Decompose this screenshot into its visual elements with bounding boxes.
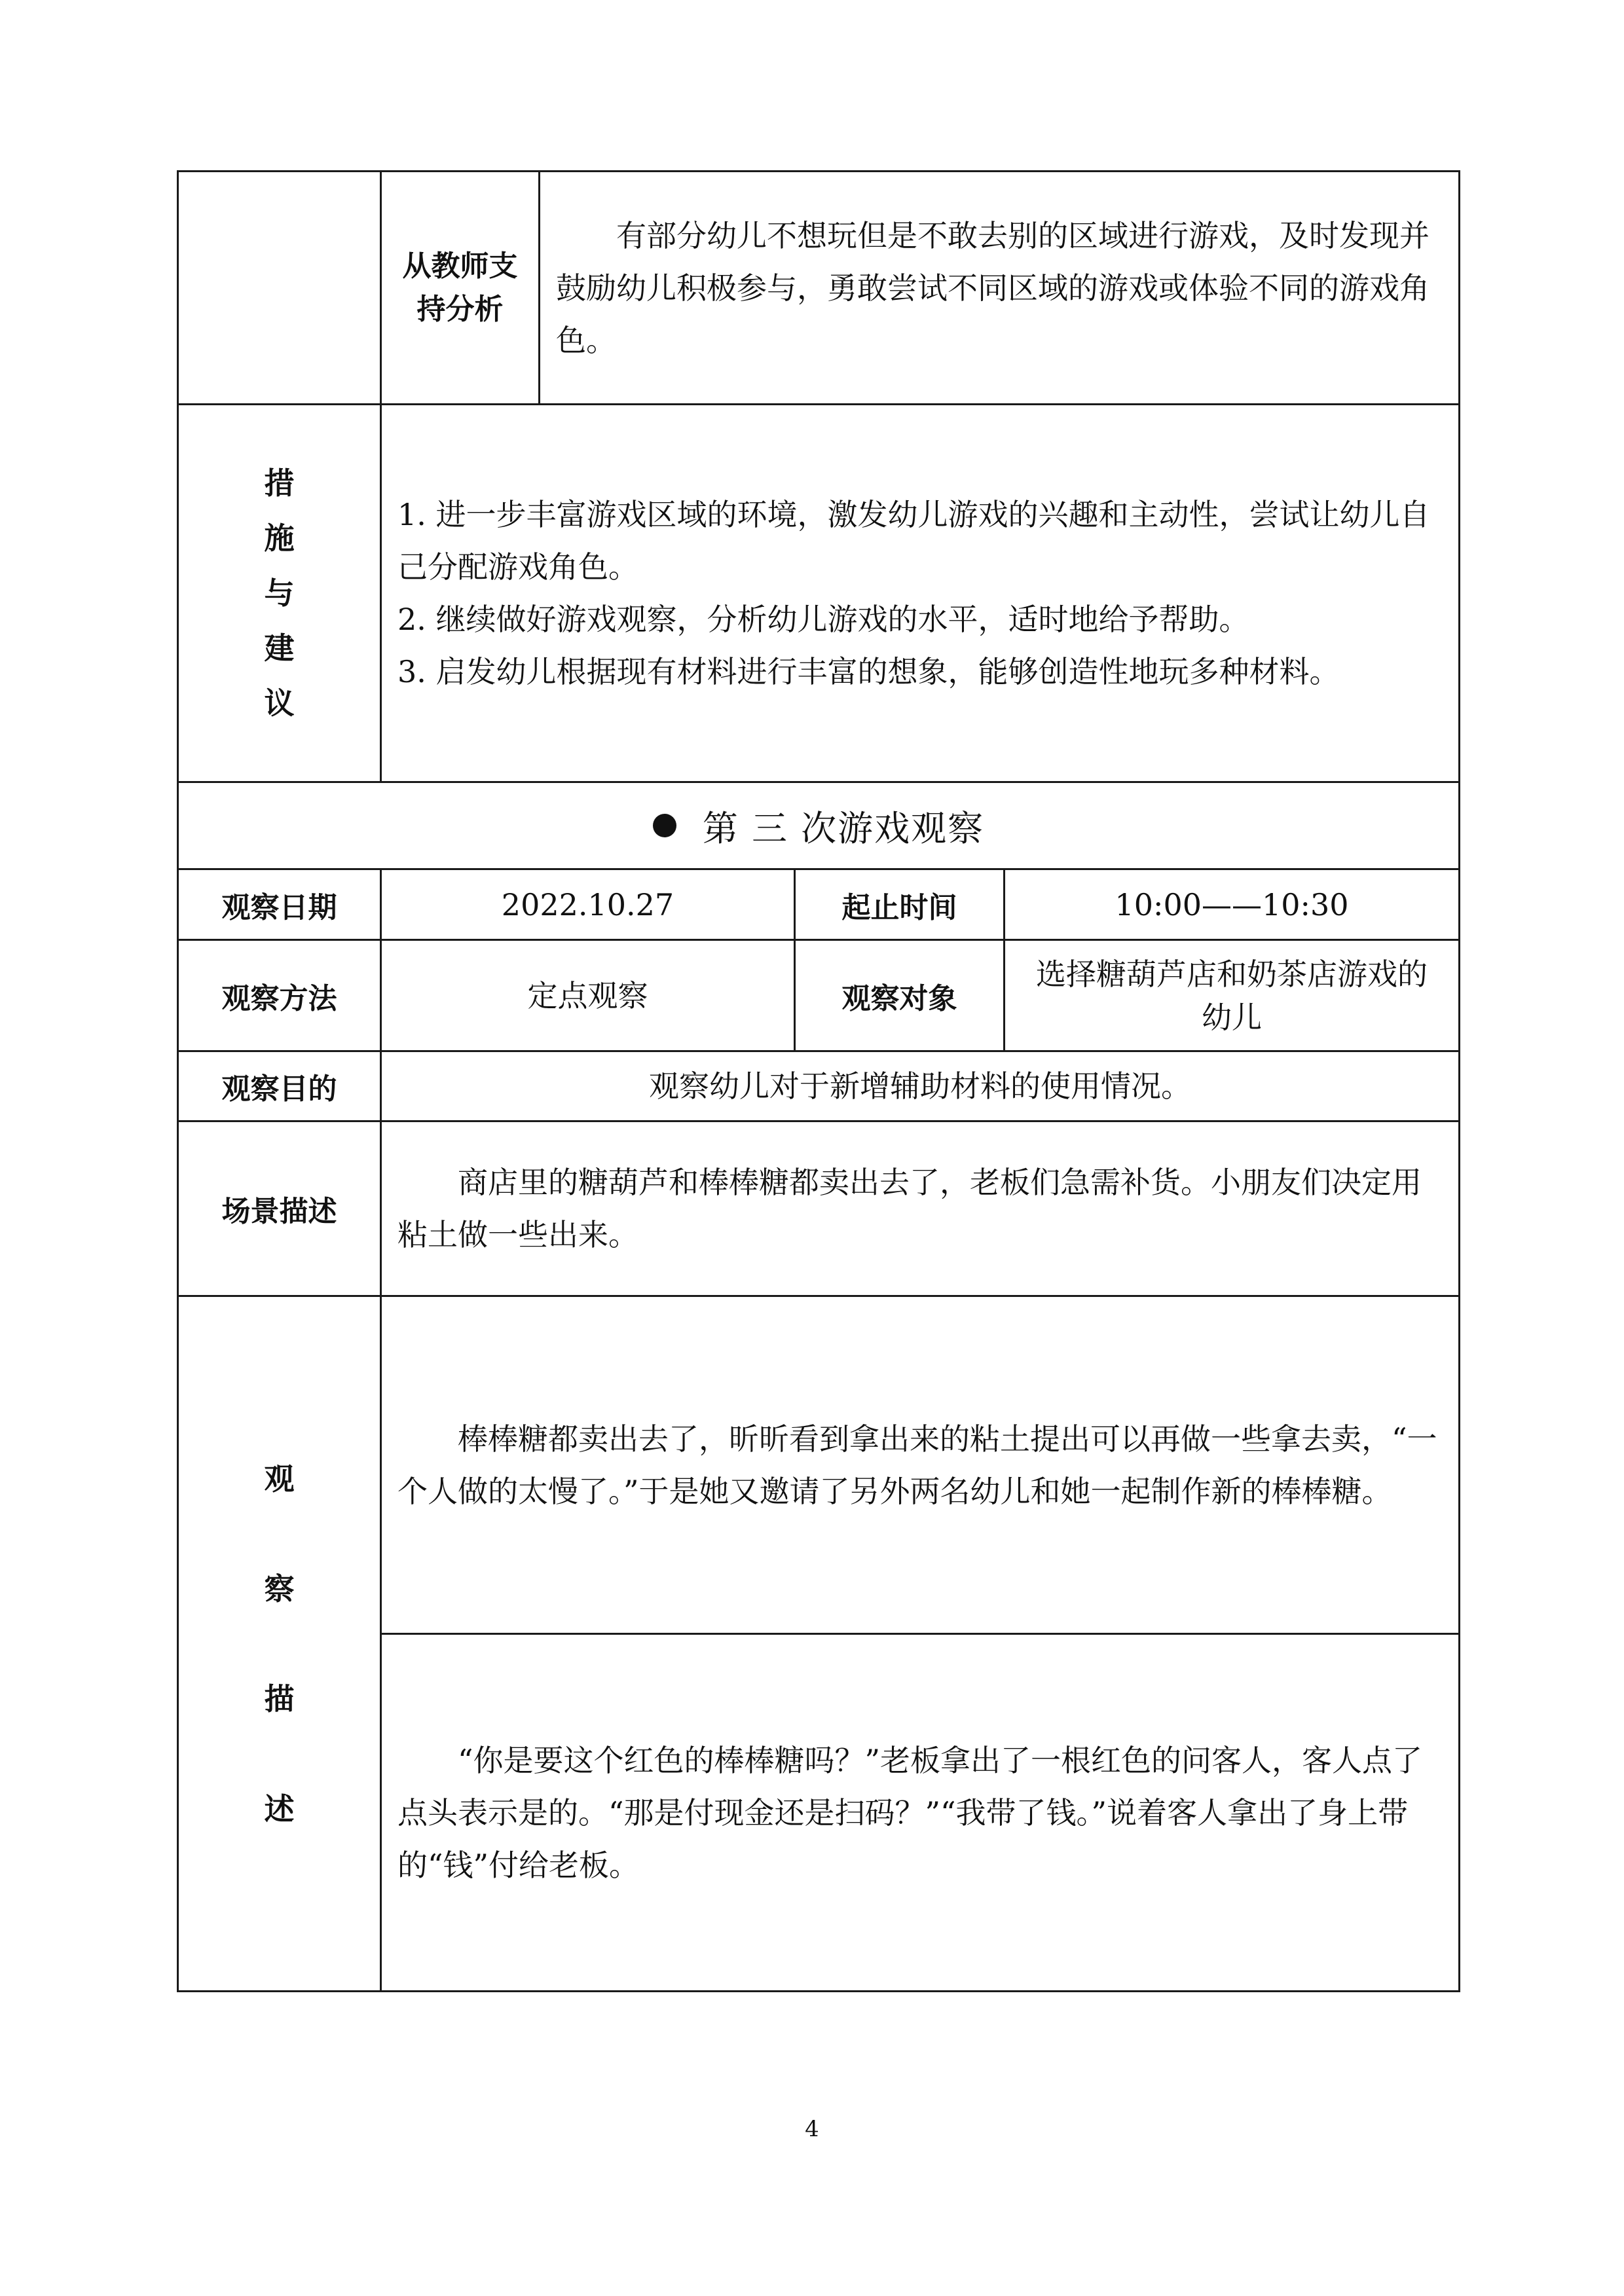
observation-paragraph: “你是要这个红色的棒棒糖吗？”老板拿出了一根红色的问客人，客人点了点头表示是的。“那是付现金还是扫码？”“我带了钱。”说着客人拿出了身上带的“钱”付给老板。 [397,1742,1423,1883]
measures-list [397,488,1443,698]
section-title-cell [179,783,1458,868]
purpose-value-cell [382,1052,1458,1120]
page-number: 4 [805,2116,819,2142]
subject-value: 选择糖葫芦店和奶茶店游戏的幼儿 [1036,956,1428,1035]
date-value: 2022.10.27 [501,886,674,922]
observation-label-cell [179,1297,380,1990]
method-value-cell [382,941,794,1050]
measures-item: 3. 启发幼儿根据现有材料进行丰富的想象，能够创造性地玩多种材料。 [397,654,1340,689]
table-border-right [1458,170,1460,1992]
measures-label-char: 议 [264,685,295,721]
method-label: 观察方法 [221,981,337,1015]
measures-item: 2. 继续做好游戏观察，分析幼儿游戏的水平，适时地给予帮助。 [397,602,1249,637]
time-label: 起止时间 [841,890,957,924]
subject-value-cell [1005,941,1458,1050]
scene-label-cell [179,1122,380,1295]
date-value-cell [382,870,794,939]
measures-label-char: 与 [264,575,295,611]
purpose-value: 观察幼儿对于新增辅助材料的使用情况。 [649,1068,1191,1104]
observation-para2-cell [382,1635,1458,1990]
measures-label-cell [179,405,380,781]
purpose-label-cell [179,1052,380,1120]
observation-para1-cell [382,1297,1458,1633]
measures-item: 1. 进一步丰富游戏区域的环境，激发幼儿游戏的兴趣和主动性，尝试让幼儿自己分配游戏角色。 [397,497,1430,585]
measures-label-char: 措 [264,465,295,501]
purpose-label: 观察目的 [221,1072,337,1106]
observation-label-char: 述 [264,1791,295,1827]
table-border-bottom [177,1990,1460,1992]
time-value: 10:00——10:30 [1115,886,1349,922]
method-value: 定点观察 [527,977,648,1013]
observation-label-char: 描 [264,1681,295,1717]
date-label-cell [179,870,380,939]
observation-paragraph: 棒棒糖都卖出去了，昕昕看到拿出来的粘土提出可以再做一些拿去卖，“一个人做的太慢了。”于是她又邀请了另外两名幼儿和她一起制作新的棒棒糖。 [397,1421,1437,1509]
time-label-cell [796,870,1003,939]
scene-text: 商店里的糖葫芦和棒棒糖都卖出去了，老板们急需补货。小朋友们决定用粘土做一些出来。 [397,1165,1422,1252]
measures-list-cell [382,405,1458,781]
analysis-text-cell [540,172,1458,403]
analysis-text: 有部分幼儿不想玩但是不敢去别的区域进行游戏，及时发现并鼓励幼儿积极参与，勇敢尝试不同区域的游戏或体验不同的游戏角色。 [556,217,1430,358]
method-label-cell [179,941,380,1050]
time-value-cell [1005,870,1458,939]
analysis-label-cell [382,172,538,403]
section-title: 第 三 次游戏观察 [702,807,985,849]
observation-label-char: 观 [264,1461,295,1497]
measures-label-char: 施 [264,520,295,556]
measures-label-char: 建 [264,630,295,666]
subject-label-cell [796,941,1003,1050]
subject-label: 观察对象 [841,981,957,1015]
date-label: 观察日期 [221,890,337,924]
bullet-icon [653,814,676,837]
scene-text-cell [382,1122,1458,1295]
scene-label: 场景描述 [221,1195,337,1228]
analysis-label: 从教师支持分析 [402,249,518,326]
observation-label-char: 察 [264,1571,295,1607]
